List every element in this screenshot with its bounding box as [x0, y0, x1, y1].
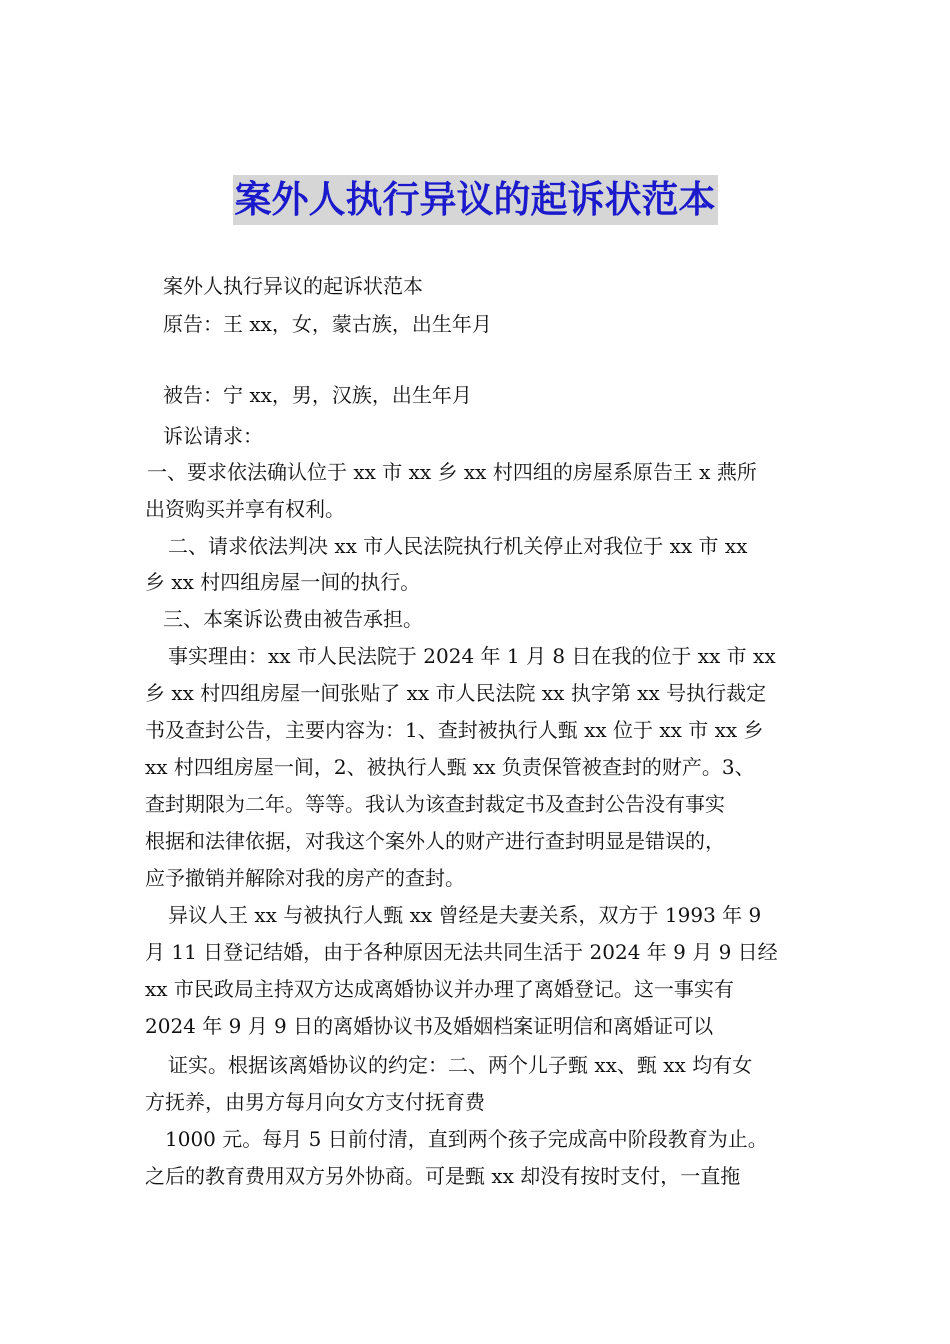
text-line: 案外人执行异议的起诉状范本	[163, 274, 423, 298]
text-line: 出资购买并享有权利。	[145, 497, 345, 521]
text-line: 被告：宁 xx，男，汉族，出生年月	[163, 383, 472, 407]
text-line: 方抚养，由男方每月向女方支付抚育费	[145, 1090, 485, 1114]
text-line: 应予撤销并解除对我的房产的查封。	[145, 866, 465, 890]
text-line: 二、请求依法判决 xx 市人民法院执行机关停止对我位于 xx 市 xx	[168, 534, 748, 558]
text-line: 原告：王 xx，女，蒙古族，出生年月	[163, 312, 492, 336]
text-line: 异议人王 xx 与被执行人甄 xx 曾经是夫妻关系，双方于 1993 年 9	[168, 903, 762, 927]
text-line: 查封期限为二年。等等。我认为该查封裁定书及查封公告没有事实	[145, 792, 725, 816]
text-line: 乡 xx 村四组房屋一间的执行。	[145, 570, 421, 594]
text-line: 之后的教育费用双方另外协商。可是甄 xx 却没有按时支付，一直拖	[145, 1164, 741, 1188]
text-line: 月 11 日登记结婚，由于各种原因无法共同生活于 2024 年 9 月 9 日经	[145, 940, 778, 964]
text-line: 1000 元。每月 5 日前付清，直到两个孩子完成高中阶段教育为止。	[165, 1127, 768, 1151]
text-line: 书及查封公告，主要内容为：1、查封被执行人甄 xx 位于 xx 市 xx 乡	[145, 718, 764, 742]
text-line: 乡 xx 村四组房屋一间张贴了 xx 市人民法院 xx 执字第 xx 号执行裁定	[145, 681, 767, 705]
text-line: xx 市民政局主持双方达成离婚协议并办理了离婚登记。这一事实有	[145, 977, 734, 1001]
text-line: 三、本案诉讼费由被告承担。	[163, 607, 423, 631]
text-line: 证实。根据该离婚协议的约定：二、两个儿子甄 xx、甄 xx 均有女	[168, 1053, 753, 1077]
text-line: 诉讼请求：	[163, 424, 263, 448]
title-wrap	[0, 175, 950, 225]
text-line: 根据和法律依据，对我这个案外人的财产进行查封明显是错误的，	[145, 829, 725, 853]
text-line: xx 村四组房屋一间，2、被执行人甄 xx 负责保管被查封的财产。3、	[145, 755, 755, 779]
text-line: 一、要求依法确认位于 xx 市 xx 乡 xx 村四组的房屋系原告王 x 燕所	[147, 460, 757, 484]
document-title: 案外人执行异议的起诉状范本	[233, 175, 718, 225]
text-line: 事实理由：xx 市人民法院于 2024 年 1 月 8 日在我的位于 xx 市 xx	[168, 644, 776, 668]
text-line: 2024 年 9 月 9 日的离婚协议书及婚姻档案证明信和离婚证可以	[145, 1014, 714, 1038]
